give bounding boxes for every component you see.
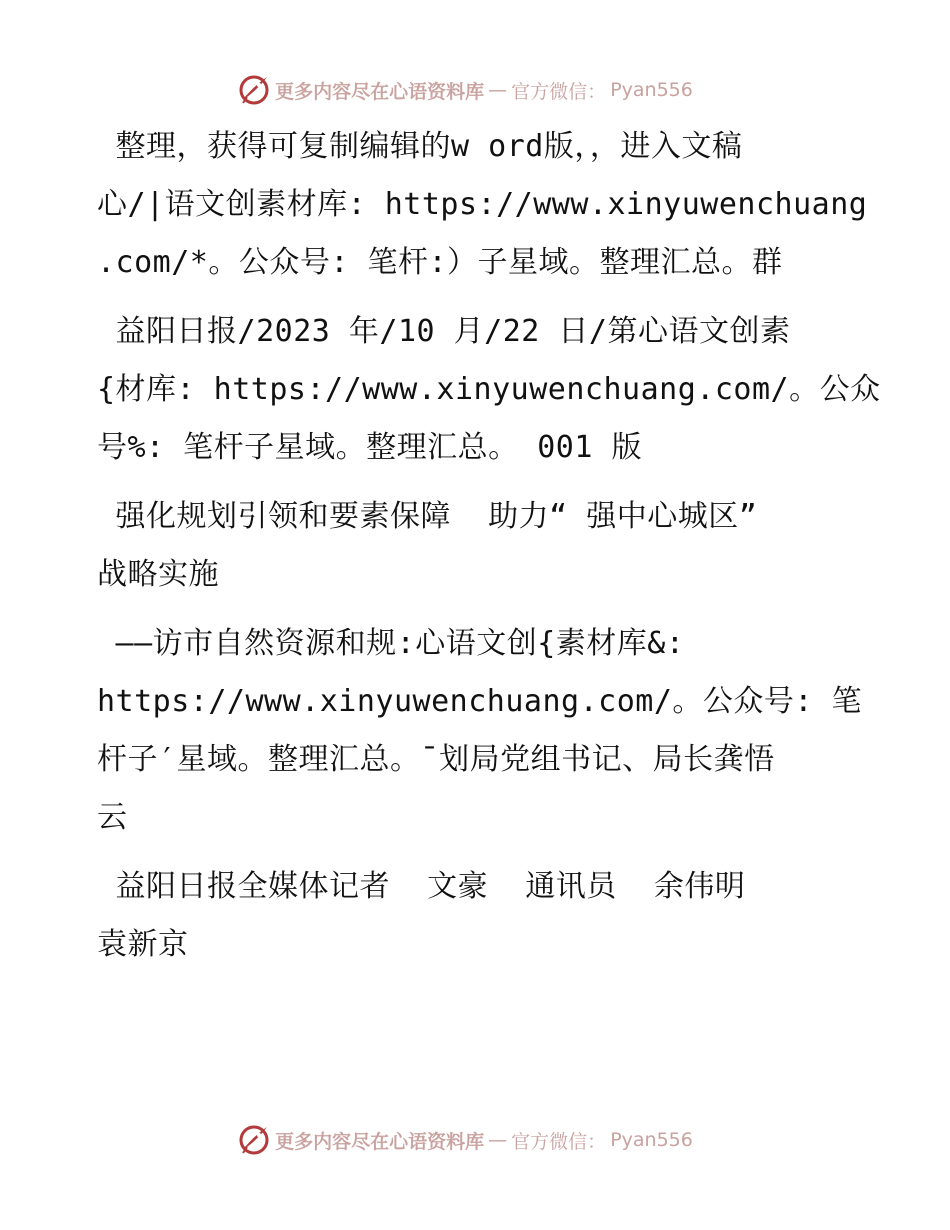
byline-line: 袁新京 xyxy=(97,927,189,962)
text-line: {材库: https://www.xinyuwenchuang.com/。公众 xyxy=(97,372,881,407)
banner-title: 更多内容尽在心语资料库 xyxy=(275,1130,485,1153)
text-line: .com/*。公众号: 笔杆:）子星域。整理汇总。群 xyxy=(97,245,783,280)
text-line: 益阳日报/2023 年/10 月/22 日/第心语文创素 xyxy=(97,314,791,349)
header-banner xyxy=(0,70,950,110)
subheadline-paragraph xyxy=(97,615,863,847)
banner-wechat-label: 官方微信： xyxy=(511,1130,607,1153)
text-line: 号%: 笔杆子星域。整理汇总。 001 版 xyxy=(97,430,642,465)
paragraph xyxy=(97,303,881,477)
text-line: 杆子′星域。整理汇总。¯划局党组书记、局长龚悟 xyxy=(97,742,775,777)
banner-dash: — xyxy=(488,1129,508,1151)
headline-line: 强化规划引领和要素保障 助力“ 强中心城区” xyxy=(97,499,758,534)
byline-line: 益阳日报全媒体记者 文豪 通讯员 余伟明 xyxy=(97,869,746,904)
banner-wechat-label: 官方微信： xyxy=(511,80,607,103)
headline-paragraph xyxy=(97,488,857,604)
banner-wechat-id: Pyan556 xyxy=(610,79,693,101)
banner-title: 更多内容尽在心语资料库 xyxy=(275,80,485,103)
text-line: https://www.xinyuwenchuang.com/。公众号: 笔 xyxy=(97,684,863,719)
footer-banner xyxy=(0,1120,950,1160)
text-line: 云 xyxy=(97,800,128,835)
byline-paragraph xyxy=(97,858,857,974)
text-line: 心/|语文创素材库: https://www.xinyuwenchuang xyxy=(97,187,868,222)
quill-pen-logo-icon xyxy=(237,1123,271,1157)
text-line: 整理，获得可复制编辑的w ord版，，进入文稿 xyxy=(97,129,743,164)
paragraph xyxy=(97,118,868,292)
document-body xyxy=(97,118,881,985)
text-line: ——访市自然资源和规:心语文创{素材库&: xyxy=(97,626,685,661)
banner-wechat-id: Pyan556 xyxy=(610,1129,693,1151)
headline-line: 战略实施 xyxy=(97,557,219,592)
quill-pen-logo-icon xyxy=(237,73,271,107)
banner-dash: — xyxy=(488,79,508,101)
